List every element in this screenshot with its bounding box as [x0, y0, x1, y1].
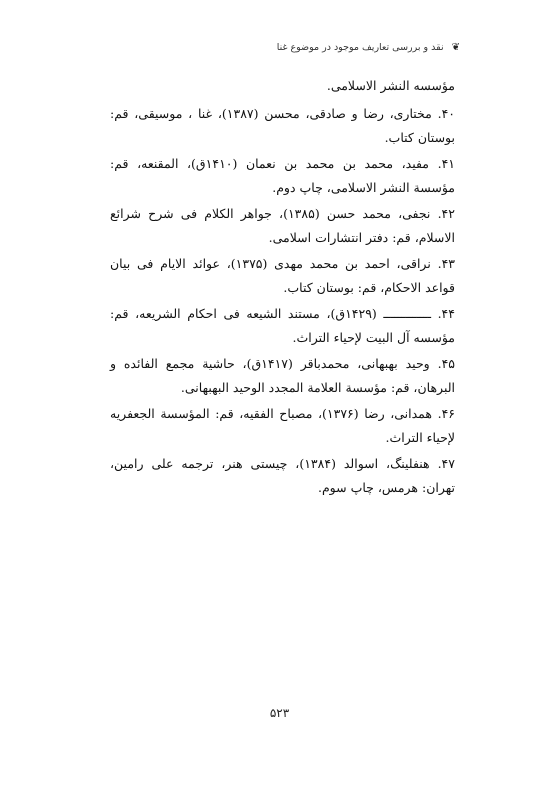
entry-text: ـــــــــــــ (۱۴۲۹ق)، مستند الشیعه فی احکام الشریعه، قم: مؤسسه آل البیت لإحیاء التراث.	[110, 306, 455, 345]
bibliography-entry	[110, 352, 455, 400]
header-ornament-icon: ❦	[451, 41, 460, 53]
entry-text: همدانی، رضا (۱۳۷۶)، مصباح الفقیه، قم: المؤسسة الجعفریه لإحیاء التراث.	[110, 406, 455, 445]
entry-number: ۴۷.	[437, 456, 455, 471]
entry-number: ۴۶.	[437, 406, 455, 421]
bibliography-entry	[110, 202, 455, 250]
entry-text: هنفلینگ، اسوالد (۱۳۸۴)، چیستی هنر، ترجمه علی رامین، تهران: هرمس، چاپ سوم.	[110, 456, 455, 495]
entry-text: مختاری، رضا و صادقی، محسن (۱۳۸۷)، غنا ، موسیقی، قم: بوستان کتاب.	[110, 106, 455, 145]
page-number: ۵۲۳	[269, 706, 290, 720]
entry-text: نراقی، احمد بن محمد مهدی (۱۳۷۵)، عوائد الایام فی بیان قواعد الاحکام، قم: بوستان کتاب.	[110, 256, 455, 295]
entry-text: نجفی، محمد حسن (۱۳۸۵)، جواهر الکلام فی شرح شرائع الاسلام، قم: دفتر انتشارات اسلامی.	[110, 206, 455, 245]
entry-number: ۴۲.	[437, 206, 455, 221]
entry-number: ۴۰.	[437, 106, 455, 121]
entry-number: ۴۱.	[437, 156, 456, 171]
bibliography-entry	[110, 452, 455, 500]
bibliography-entry	[110, 102, 455, 150]
entry-number: ۴۴.	[437, 306, 455, 321]
entry-number: ۴۳.	[437, 256, 455, 271]
entry-number: ۴۵.	[437, 356, 455, 371]
bibliography-entry	[110, 302, 455, 350]
bibliography-entry	[110, 152, 455, 200]
bibliography-entry	[110, 252, 455, 300]
bibliography-entry	[110, 402, 455, 450]
continuation-line: مؤسسه النشر الاسلامی.	[326, 78, 455, 93]
entry-text: مفید، محمد بن محمد بن نعمان (۱۴۱۰ق)، المقنعه، قم: مؤسسة النشر الاسلامی، چاپ دوم.	[110, 156, 455, 195]
entry-text: وحید بهبهانی، محمدباقر (۱۴۱۷ق)، حاشیة مجمع الفائده و البرهان، قم: مؤسسة العلامة المجدد الوحید البهبهانی.	[110, 356, 455, 395]
running-header-title: نقد و بررسی تعاریف موجود در موضوع غنا	[276, 41, 444, 53]
running-header	[108, 38, 460, 56]
bibliography-list	[110, 74, 455, 502]
